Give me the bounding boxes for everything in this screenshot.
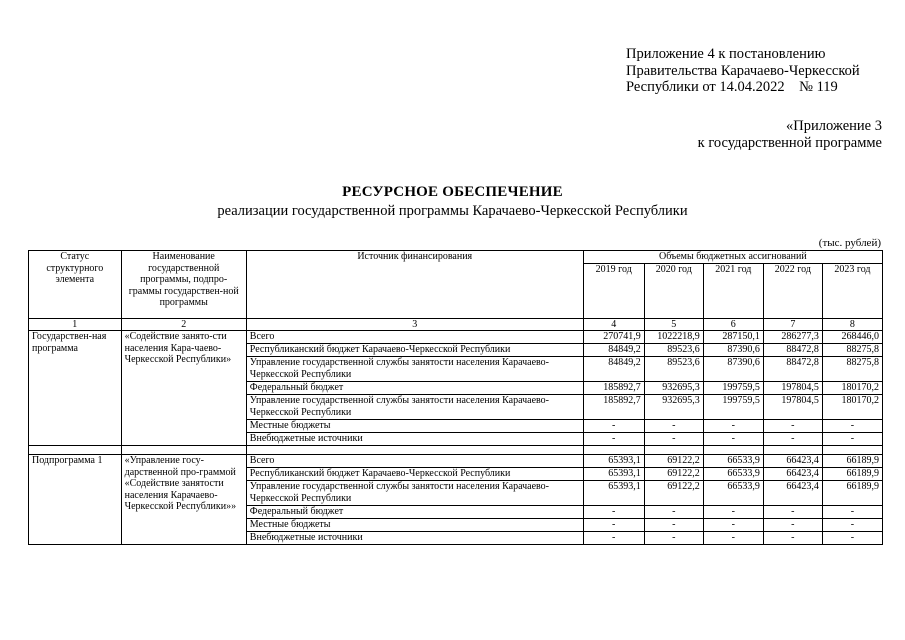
appendix-4-line: Республики от 14.04.2022 № 119	[626, 79, 838, 95]
row-amount-cell: 197804,5	[763, 395, 822, 420]
appendix-3-line: к государственной программе	[697, 135, 882, 151]
row-amount-cell: 287150,1	[703, 331, 763, 344]
row-amount-cell: -	[703, 420, 763, 433]
row-amount-cell: 66533,9	[703, 481, 763, 506]
row-amount-cell: -	[583, 519, 644, 532]
table-row	[29, 331, 883, 344]
row-funding-source: Федеральный бюджет	[246, 382, 583, 395]
row-amount-cell: 88275,8	[822, 357, 882, 382]
row-funding-source: Республиканский бюджет Карачаево-Черкесской Республики	[246, 344, 583, 357]
row-amount-cell: -	[644, 532, 703, 545]
block-separator	[29, 446, 883, 455]
row-amount-cell: -	[583, 420, 644, 433]
row-amount-cell: 66189,9	[822, 455, 882, 468]
row-amount-cell: -	[763, 420, 822, 433]
row-amount-cell: -	[763, 506, 822, 519]
column-number: 8	[822, 319, 882, 331]
row-amount-cell: -	[703, 532, 763, 545]
row-amount-cell: 88472,8	[763, 344, 822, 357]
row-amount-cell: 69122,2	[644, 468, 703, 481]
header-year: 2023 год	[822, 264, 882, 319]
units-label: (тыс. рублей)	[818, 237, 881, 249]
row-amount-cell: 66533,9	[703, 455, 763, 468]
row-amount-cell: 66533,9	[703, 468, 763, 481]
row-amount-cell: 180170,2	[822, 382, 882, 395]
row-amount-cell: 65393,1	[583, 481, 644, 506]
column-number: 4	[583, 319, 644, 331]
row-amount-cell: -	[644, 433, 703, 446]
row-status: Подпрограмма 1	[29, 455, 122, 545]
row-amount-cell: 66189,9	[822, 468, 882, 481]
row-amount-cell: 66189,9	[822, 481, 882, 506]
row-amount-cell: 66423,4	[763, 455, 822, 468]
row-amount-cell: 66423,4	[763, 468, 822, 481]
row-amount-cell: -	[822, 506, 882, 519]
row-funding-source: Всего	[246, 455, 583, 468]
row-amount-cell: -	[583, 532, 644, 545]
header-year: 2022 год	[763, 264, 822, 319]
row-amount-cell: -	[644, 420, 703, 433]
table-row	[29, 455, 883, 468]
column-number: 5	[644, 319, 703, 331]
separator-cell	[822, 446, 882, 455]
row-amount-cell: 69122,2	[644, 455, 703, 468]
row-funding-source: Внебюджетные источники	[246, 532, 583, 545]
row-amount-cell: 199759,5	[703, 382, 763, 395]
row-amount-cell: 87390,6	[703, 357, 763, 382]
row-funding-source: Местные бюджеты	[246, 420, 583, 433]
separator-cell	[644, 446, 703, 455]
row-amount-cell: 66423,4	[763, 481, 822, 506]
appendix-4-header	[626, 46, 860, 96]
row-amount-cell: 65393,1	[583, 468, 644, 481]
row-status: Государствен-ная программа	[29, 331, 122, 446]
row-amount-cell: -	[583, 433, 644, 446]
row-amount-cell: 88275,8	[822, 344, 882, 357]
separator-cell	[703, 446, 763, 455]
header-year: 2021 год	[703, 264, 763, 319]
row-funding-source: Внебюджетные источники	[246, 433, 583, 446]
row-funding-source: Управление государственной службы занятости населения Карачаево-Черкесской Республики	[246, 357, 583, 382]
separator-cell	[763, 446, 822, 455]
row-amount-cell: 286277,3	[763, 331, 822, 344]
column-number: 3	[246, 319, 583, 331]
row-funding-source: Местные бюджеты	[246, 519, 583, 532]
row-amount-cell: 89523,6	[644, 357, 703, 382]
row-amount-cell: 88472,8	[763, 357, 822, 382]
row-funding-source: Управление государственной службы занятости населения Карачаево-Черкесской Республики	[246, 395, 583, 420]
header-name: Наименование государственной программы, подпро-граммы государствен-ной программы	[121, 251, 246, 319]
row-amount-cell: 185892,7	[583, 382, 644, 395]
separator-cell	[246, 446, 583, 455]
document-title: РЕСУРСНОЕ ОБЕСПЕЧЕНИЕ	[342, 184, 563, 200]
row-funding-source: Республиканский бюджет Карачаево-Черкесской Республики	[246, 468, 583, 481]
row-amount-cell: 65393,1	[583, 455, 644, 468]
row-amount-cell: 199759,5	[703, 395, 763, 420]
separator-cell	[29, 446, 122, 455]
row-amount-cell: -	[763, 532, 822, 545]
separator-cell	[583, 446, 644, 455]
row-amount-cell: 69122,2	[644, 481, 703, 506]
row-program-name: «Содействие занято-сти населения Кара-чаево-Черкесской Республики»	[121, 331, 246, 446]
row-amount-cell: 84849,2	[583, 357, 644, 382]
appendix-3-header	[698, 118, 882, 152]
header-year: 2019 год	[583, 264, 644, 319]
row-amount-cell: -	[644, 519, 703, 532]
row-amount-cell: 84849,2	[583, 344, 644, 357]
appendix-4-line: Правительства Карачаево-Черкесской	[626, 62, 860, 79]
header-volumes: Объемы бюджетных ассигнований	[583, 251, 882, 264]
header-source: Источник финансирования	[246, 251, 583, 319]
row-amount-cell: 180170,2	[822, 395, 882, 420]
row-amount-cell: -	[703, 519, 763, 532]
row-amount-cell: -	[583, 506, 644, 519]
document-subtitle: реализации государственной программы Карачаево-Черкесской Республики	[217, 203, 688, 219]
row-amount-cell: 185892,7	[583, 395, 644, 420]
row-amount-cell: 87390,6	[703, 344, 763, 357]
row-amount-cell: -	[703, 433, 763, 446]
row-amount-cell: -	[703, 506, 763, 519]
header-status: Статус структурного элемента	[29, 251, 122, 319]
resource-table	[28, 250, 883, 545]
row-amount-cell: -	[644, 506, 703, 519]
appendix-4-line: Приложение 4 к постановлению	[626, 46, 826, 62]
column-number: 7	[763, 319, 822, 331]
appendix-3-line: «Приложение 3	[786, 118, 882, 134]
separator-cell	[121, 446, 246, 455]
row-amount-cell: -	[822, 420, 882, 433]
row-funding-source: Управление государственной службы занятости населения Карачаево-Черкесской Республики	[246, 481, 583, 506]
row-amount-cell: 89523,6	[644, 344, 703, 357]
row-amount-cell: 1022218,9	[644, 331, 703, 344]
row-amount-cell: -	[763, 433, 822, 446]
row-amount-cell: 197804,5	[763, 382, 822, 395]
column-number: 1	[29, 319, 122, 331]
row-amount-cell: -	[822, 519, 882, 532]
row-amount-cell: -	[822, 433, 882, 446]
row-amount-cell: 932695,3	[644, 395, 703, 420]
column-number: 2	[121, 319, 246, 331]
row-amount-cell: -	[822, 532, 882, 545]
header-year: 2020 год	[644, 264, 703, 319]
row-amount-cell: -	[763, 519, 822, 532]
row-amount-cell: 268446,0	[822, 331, 882, 344]
row-amount-cell: 270741,9	[583, 331, 644, 344]
row-program-name: «Управление госу-дарственной про-граммой «Содействие занятости населения Карачаево-Черкесской Республики»»	[121, 455, 246, 545]
row-funding-source: Всего	[246, 331, 583, 344]
row-funding-source: Федеральный бюджет	[246, 506, 583, 519]
column-number: 6	[703, 319, 763, 331]
row-amount-cell: 932695,3	[644, 382, 703, 395]
